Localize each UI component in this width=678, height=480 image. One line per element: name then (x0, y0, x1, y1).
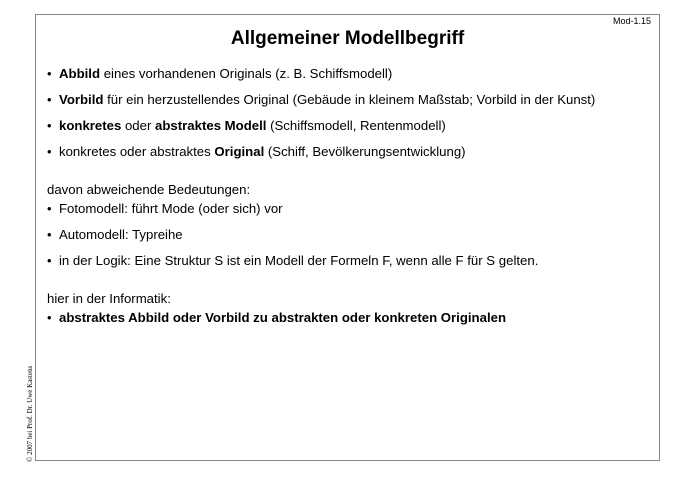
list-item (47, 144, 657, 159)
bullet-icon: • (47, 92, 52, 107)
other-meanings-list (47, 201, 657, 268)
term-bold: konkretes (59, 118, 122, 133)
section-heading: hier in der Informatik: (47, 291, 171, 306)
item-text: Fotomodell: führt Mode (oder sich) vor (59, 201, 283, 216)
bullet-icon: • (47, 227, 52, 242)
item-text: (Schiffsmodell, Rentenmodell) (266, 118, 446, 133)
bullet-icon: • (47, 310, 52, 325)
item-text: Automodell: Typreihe (59, 227, 183, 242)
bullet-icon: • (47, 144, 52, 159)
list-item (47, 92, 657, 107)
bullet-icon: • (47, 201, 52, 216)
item-text: eines vorhandenen Originals (z. B. Schiffsmodell) (100, 66, 393, 81)
slide-content (47, 66, 657, 325)
slide-title: Allgemeiner Modellbegriff (230, 28, 465, 49)
informatics-list (47, 310, 657, 325)
list-item (47, 310, 657, 325)
page-number: Mod-1.15 (612, 16, 651, 26)
copyright-note: © 2007 bei Prof. Dr. Uwe Kastens (26, 365, 34, 462)
list-item (47, 253, 657, 268)
item-text: oder (121, 118, 156, 133)
item-text: in der Logik: Eine Struktur S ist ein Modell der Formeln F, wenn alle F für S gelten. (59, 253, 539, 268)
list-item (47, 66, 657, 81)
meaning-list (47, 66, 657, 159)
bullet-icon: • (47, 66, 52, 81)
list-item (47, 201, 657, 216)
term-bold: Abbild (59, 66, 101, 81)
term-bold: abstraktes Modell (155, 118, 267, 133)
list-item (47, 227, 657, 242)
bullet-icon: • (47, 253, 52, 268)
item-text: für ein herzustellendes Original (Gebäude in kleinem Maßstab; Vorbild in der Kunst) (103, 92, 596, 107)
term-bold: abstraktes Abbild oder Vorbild zu abstrakten oder konkreten Originalen (59, 310, 507, 325)
list-item (47, 118, 657, 133)
bullet-icon: • (47, 118, 52, 133)
section-heading: davon abweichende Bedeutungen: (47, 182, 251, 197)
item-text: konkretes oder abstraktes (59, 144, 215, 159)
term-bold: Original (214, 144, 265, 159)
term-bold: Vorbild (59, 92, 104, 107)
item-text: (Schiff, Bevölkerungsentwicklung) (264, 144, 466, 159)
